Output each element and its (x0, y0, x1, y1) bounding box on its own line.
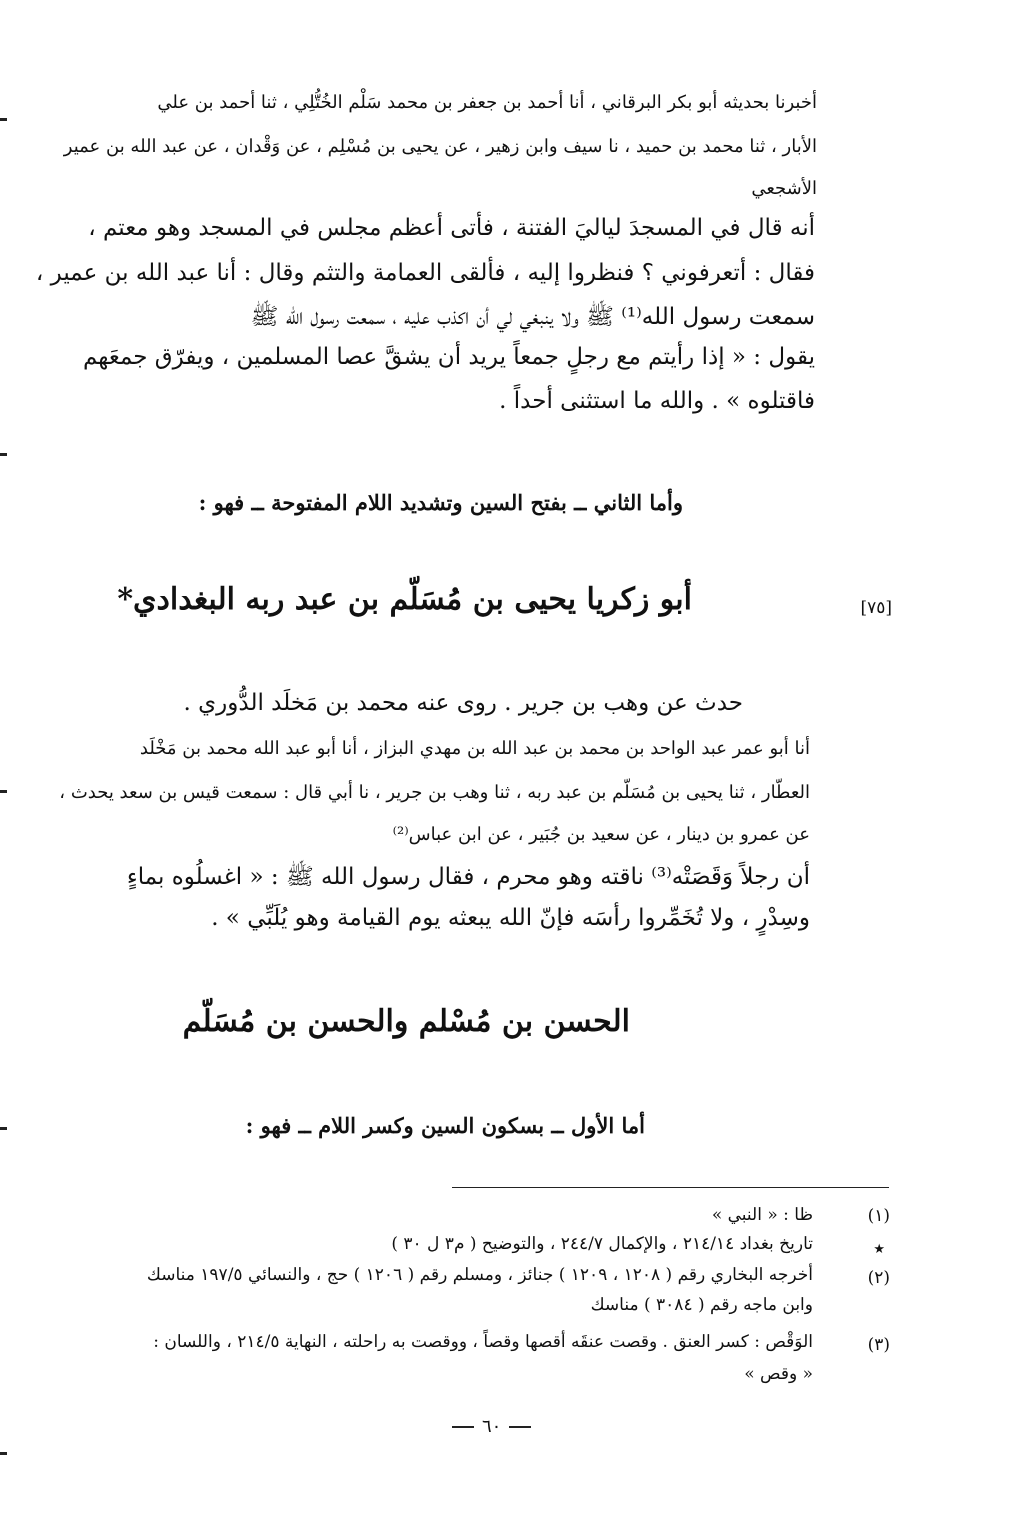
hadith-line: يقول : « إذا رأيتم مع رجلٍ جمعاً يريد أن يشقَّ عصا المسلمين ، ويفرّق جمعَهم (82, 344, 815, 370)
entry-title: أبو زكريا يحيى بن مُسَلّم بن عبد ربه البغدادي* (117, 582, 692, 617)
page-number-dash (509, 1426, 531, 1428)
hadith-line: وسِدْرٍ ، ولا تُخَمِّروا رأسَه فإنّ الله يبعثه يوم القيامة وهو يُلَبِّي » . (211, 905, 810, 931)
scan-mark (0, 453, 7, 456)
footnote-star: ★ (873, 1242, 885, 1257)
scan-mark (0, 1127, 7, 1130)
footnote-text: ظا : « النبي » (711, 1205, 813, 1225)
footnote-number: (١) (867, 1206, 890, 1226)
footnote-divider (452, 1187, 889, 1188)
section-title: الحسن بن مُسْلم والحسن بن مُسَلّم (182, 1004, 630, 1039)
hadith-line: أنه قال في المسجدَ لياليَ الفتنة ، فأتى أعظم مجلس في المسجد وهو معتم ، (88, 215, 815, 241)
hadith-line: أن رجلاً وَقَصَتْه⁽³⁾ ناقته وهو محرم ، فقال رسول الله ﷺ : « اغسلُوه بماءٍ (126, 864, 810, 890)
entry-number: [٧٥] (860, 598, 892, 618)
isnad-line: عن عمرو بن دينار ، عن سعيد بن جُبَير ، عن ابن عباس⁽²⁾ (392, 824, 810, 845)
scan-mark (0, 1452, 7, 1455)
scan-mark (0, 790, 7, 793)
isnad-line: العطّار ، ثنا يحيى بن مُسَلّم بن عبد ربه ، ثنا وهب بن جرير ، نا أبي قال : سمعت قيس بن سعد يحدث ، (59, 782, 810, 803)
page-number: ٦٠ (482, 1416, 502, 1437)
footnote-text: وابن ماجه رقم ( ٣٠٨٤ ) مناسك (590, 1295, 813, 1315)
scan-mark (0, 118, 7, 121)
footnote-number: (٢) (867, 1268, 890, 1288)
page-number-block (452, 1416, 531, 1437)
footnote-number: (٣) (867, 1335, 890, 1355)
footnote-text: « وقص » (744, 1364, 813, 1384)
isnad-line: أخبرنا بحديثه أبو بكر البرقاني ، أنا أحمد بن جعفر بن محمد سَلْم الخُتُّلِي ، ثنا أحمد بن علي (157, 92, 817, 113)
footnote-text: الوَقْص : كسر العنق . وقصت عنقَه أقصها وقصاً ، ووقصت به راحلته ، النهاية ٢١٤/٥ ، واللسان : (153, 1332, 813, 1352)
rule-heading: أما الأول ــ بسكون السين وكسر اللام ــ فهو : (245, 1113, 645, 1138)
isnad-line: الأشجعي (751, 178, 817, 199)
hadith-line: سمعت رسول الله⁽¹⁾ ﷺ ولا ينبغي لي أن اكذب عليه ، سمعت رسول الله ﷺ (250, 304, 815, 330)
hadith-line: فقال : أتعرفوني ؟ فنظروا إليه ، فألقى العمامة والتثم وقال : أنا عبد الله بن عمير ، (35, 260, 815, 286)
rule-heading: وأما الثاني ــ بفتح السين وتشديد اللام المفتوحة ــ فهو : (198, 490, 683, 515)
hadith-line: فاقتلوه » . والله ما استثنى أحداً . (499, 388, 815, 414)
isnad-line: الأبار ، ثنا محمد بن حميد ، نا سيف وابن زهير ، عن يحيى بن مُسْلِم ، عن وَقْدان ، عن عبد الله بن عمير (63, 136, 817, 157)
entry-intro: حدث عن وهب بن جرير . روى عنه محمد بن مَخلَد الدُّوري . (183, 690, 743, 716)
footnote-text: تاريخ بغداد ٢١٤/١٤ ، والإكمال ٢٤٤/٧ ، والتوضيح ( م٣ ل ٣٠ ) (391, 1234, 813, 1254)
footnote-text: أخرجه البخاري رقم ( ١٢٠٨ ، ١٢٠٩ ) جنائز ، ومسلم رقم ( ١٢٠٦ ) حج ، والنسائي ١٩٧/٥ مناسك (146, 1265, 813, 1285)
isnad-line: أنا أبو عمر عبد الواحد بن محمد بن عبد الله بن مهدي البزاز ، أنا أبو عبد الله محمد بن مَخْلَد (139, 738, 810, 759)
page-number-dash (452, 1426, 474, 1428)
